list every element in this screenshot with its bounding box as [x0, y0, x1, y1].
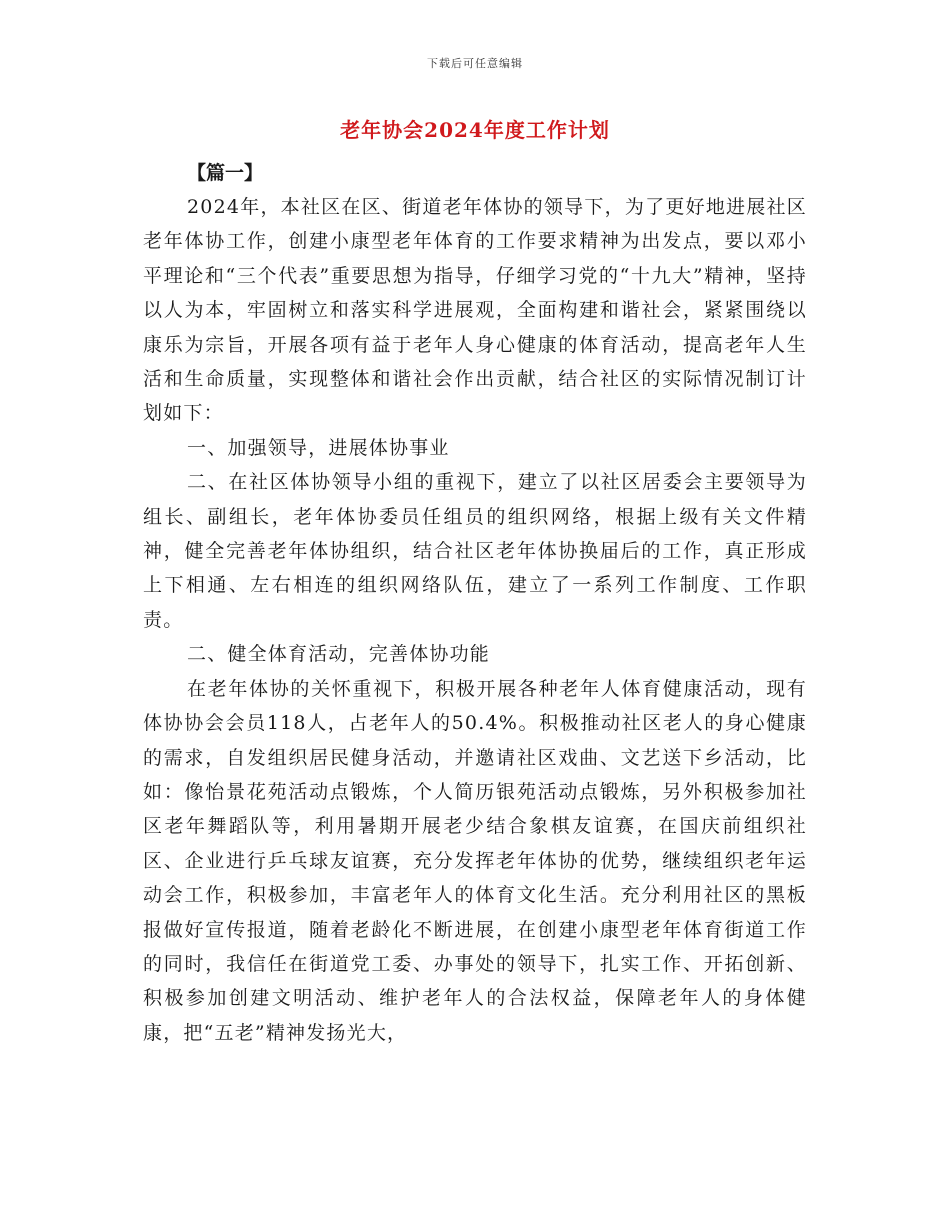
heading-strengthen-leadership: 一、加强领导，进展体协事业 [187, 436, 450, 459]
header-note: 下载后可任意编辑 [427, 57, 523, 70]
document-title: 老年协会2024年度工作计划 [340, 118, 610, 142]
document-body [143, 156, 807, 1050]
paragraph-intro: 2024年，本社区在区、街道老年体协的领导下，为了更好地进展社区老年体协工作，创建小康型老年体育的工作要求精神为出发点，要以邓小平理论和“三个代表”重要思想为指导，仔细学习党的“十九大”精神，坚持以人为本，牢固树立和落实科学进展观，全面构建和谐社会，紧紧围绕以康乐为宗旨，开展各项有益于老年人身心健康的体育活动，提高老年人生活和生命质量，实现整体和谐社会作出贡献，结合社区的实际情况制订计划如下： [143, 196, 807, 425]
paragraph-organization: 二、在社区体协领导小组的重视下，建立了以社区居委会主要领导为组长、副组长，老年体协委员任组员的组织网络，根据上级有关文件精神，健全完善老年体协组织，结合社区老年体协换届后的工作，真正形成上下相通、左右相连的组织网络队伍，建立了一系列工作制度、工作职责。 [143, 471, 807, 631]
heading-sports-activities: 二、健全体育活动，完善体协功能 [187, 643, 491, 666]
paragraph-activities: 在老年体协的关怀重视下，积极开展各种老年人体育健康活动，现有体协协会会员118人，占老年人的50.4%。积极推动社区老人的身心健康的需求，自发组织居民健身活动，并邀请社区戏曲、文艺送下乡活动，比如：像怡景花苑活动点锻炼，个人简历银苑活动点锻炼，另外积极参加社区老年舞蹈队等，利用暑期开展老少结合象棋友谊赛，在国庆前组织社区、企业进行乒乓球友谊赛，充分发挥老年体协的优势，继续组织老年运动会工作，积极参加，丰富老年人的体育文化生活。充分利用社区的黑板报做好宣传报道，随着老龄化不断进展，在创建小康型老年体育街道工作的同时，我信任在街道党工委、办事处的领导下，扎实工作、开拓创新、积极参加创建文明活动、维护老年人的合法权益，保障老年人的身体健康，把“五老”精神发扬光大， [143, 677, 807, 1044]
section-label: 【篇一】 [187, 162, 264, 184]
